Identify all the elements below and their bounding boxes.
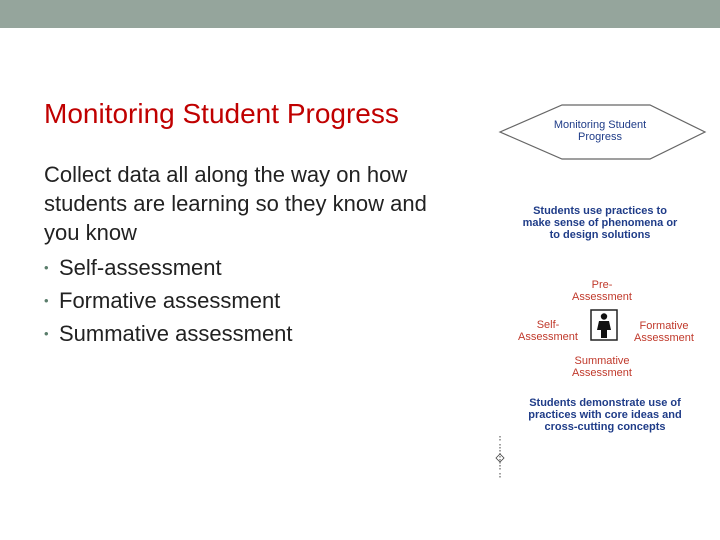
bullet-list bbox=[44, 251, 464, 350]
self-assessment-label: Self-Assessment bbox=[518, 319, 578, 343]
bullet-summative-assessment: • Summative assessment bbox=[44, 317, 464, 350]
bullet-self-assessment: • Self-assessment bbox=[44, 251, 464, 284]
practices-label: Students use practices to make sense of phenomena or to design solutions bbox=[522, 205, 678, 241]
intro-text: Collect data all along the way on how students are learning so they know and you know bbox=[44, 162, 427, 245]
formative-assessment-label: Formative Assessment bbox=[634, 320, 694, 344]
person-icon bbox=[590, 309, 618, 341]
top-bar bbox=[0, 0, 720, 28]
pre-assessment-label: Pre-Assessment bbox=[572, 279, 632, 303]
summative-assessment-label: Summative Assessment bbox=[572, 355, 632, 379]
connector-arrow bbox=[496, 454, 504, 462]
bullet-formative-assessment: • Formative assessment bbox=[44, 284, 464, 317]
slide-title: Monitoring Student Progress bbox=[44, 98, 399, 129]
diagram-title-label: Monitoring Student Progress bbox=[553, 119, 647, 143]
progress-diagram bbox=[490, 96, 715, 491]
demonstrate-label: Students demonstrate use of practices with core ideas and cross-cutting concepts bbox=[528, 397, 682, 433]
slide-body bbox=[44, 160, 464, 350]
